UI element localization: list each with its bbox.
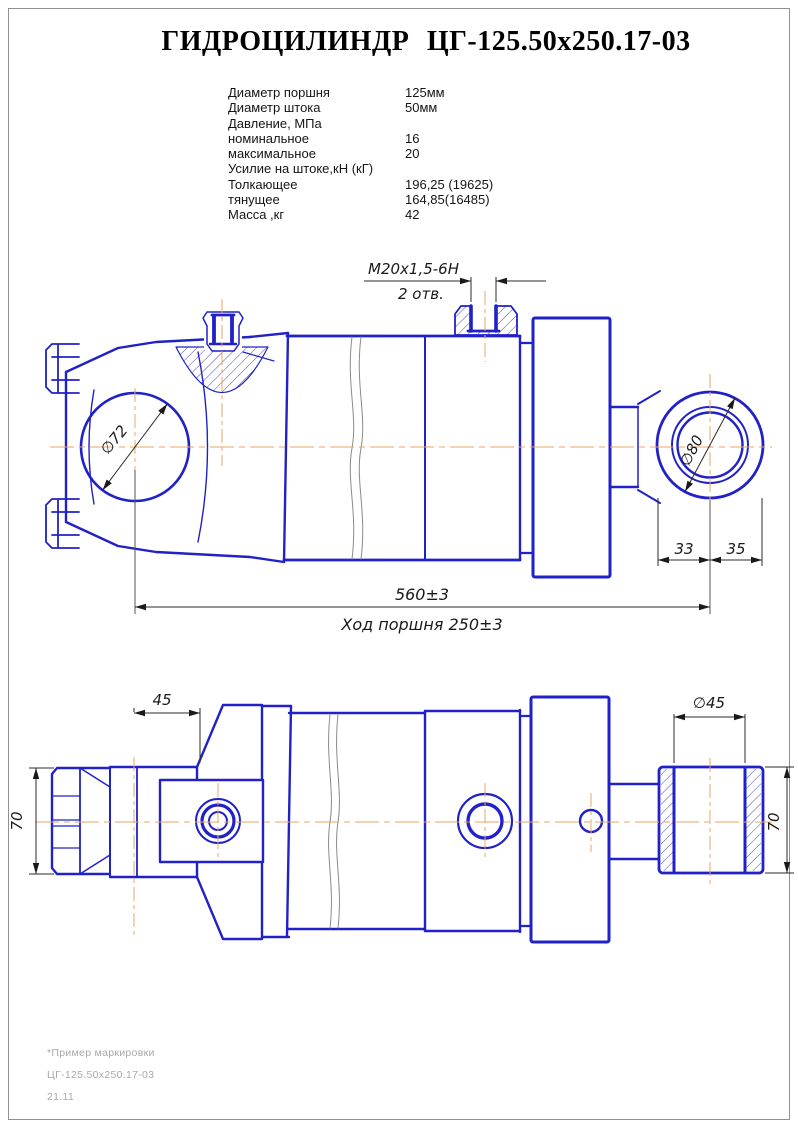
- dim-holes-note: 2 отв.: [398, 285, 444, 303]
- spec-label: Диаметр штока: [228, 100, 321, 116]
- dim-33-label: 33: [674, 540, 694, 558]
- dim-45: [134, 708, 200, 763]
- dim-70-left-label: 70: [8, 811, 26, 831]
- dim-stroke-label: Ход поршня 250±3: [341, 615, 503, 634]
- spec-value: 125мм: [405, 85, 445, 100]
- spec-label: номинальное: [228, 130, 310, 146]
- break-lines: [350, 337, 362, 559]
- spec-value: 16: [405, 130, 420, 146]
- footer-line-3: 21.11: [47, 1091, 74, 1103]
- dim-70-right-label: 70: [765, 812, 783, 832]
- port-boss-head: [455, 304, 517, 335]
- dim-eye-outer-label: ∅80: [676, 432, 708, 470]
- spec-value: 20: [405, 146, 420, 162]
- spec-label: Диаметр поршня: [228, 85, 330, 100]
- dim-thread: [364, 277, 546, 302]
- dim-rear-bore-label: ∅72: [96, 421, 132, 458]
- dim-overall-label: 560±3: [394, 585, 450, 604]
- dim-70-left: [29, 768, 54, 874]
- spec-label: Давление, МПа: [228, 115, 322, 131]
- cylinder-tube: [284, 336, 520, 560]
- footer-line-2: ЦГ-125.50х250.17-03: [47, 1069, 155, 1081]
- spec-value: 42: [405, 207, 420, 223]
- dim-eye-bore-label: ∅45: [692, 694, 726, 712]
- break-lines-bottom: [329, 714, 340, 928]
- dim-thread-label: M20x1,5-6H: [368, 260, 459, 278]
- spec-label: Масса ,кг: [228, 207, 285, 223]
- port-plug-rear: [203, 312, 243, 351]
- footer-line-1: *Пример маркировки: [47, 1047, 155, 1059]
- spec-value: 50мм: [405, 100, 438, 116]
- dim-eye-bore: [674, 714, 745, 763]
- gland-side: [520, 697, 609, 942]
- bottom-view: [52, 697, 763, 942]
- drawing-title: ГИДРОЦИЛИНДР ЦГ-125.50х250.17-03: [161, 26, 691, 57]
- rod-eye-section: [659, 767, 763, 873]
- dim-45-label: 45: [152, 691, 172, 709]
- top-view: [46, 304, 763, 577]
- bolt-end: [52, 768, 110, 874]
- clevis-plate: [160, 780, 263, 862]
- spec-label: Усилие на штоке,кН (кГ): [228, 161, 374, 177]
- spec-label: тянущее: [228, 192, 280, 208]
- clevis-bolt-bottom: [46, 499, 79, 548]
- spec-label: Толкающее: [228, 176, 298, 192]
- spec-label: максимальное: [228, 146, 316, 162]
- spec-value: 164,85(16485): [405, 192, 490, 208]
- footer-note: [47, 1042, 155, 1108]
- spec-value: 196,25 (19625): [405, 176, 494, 192]
- dim-35-label: 35: [726, 540, 746, 558]
